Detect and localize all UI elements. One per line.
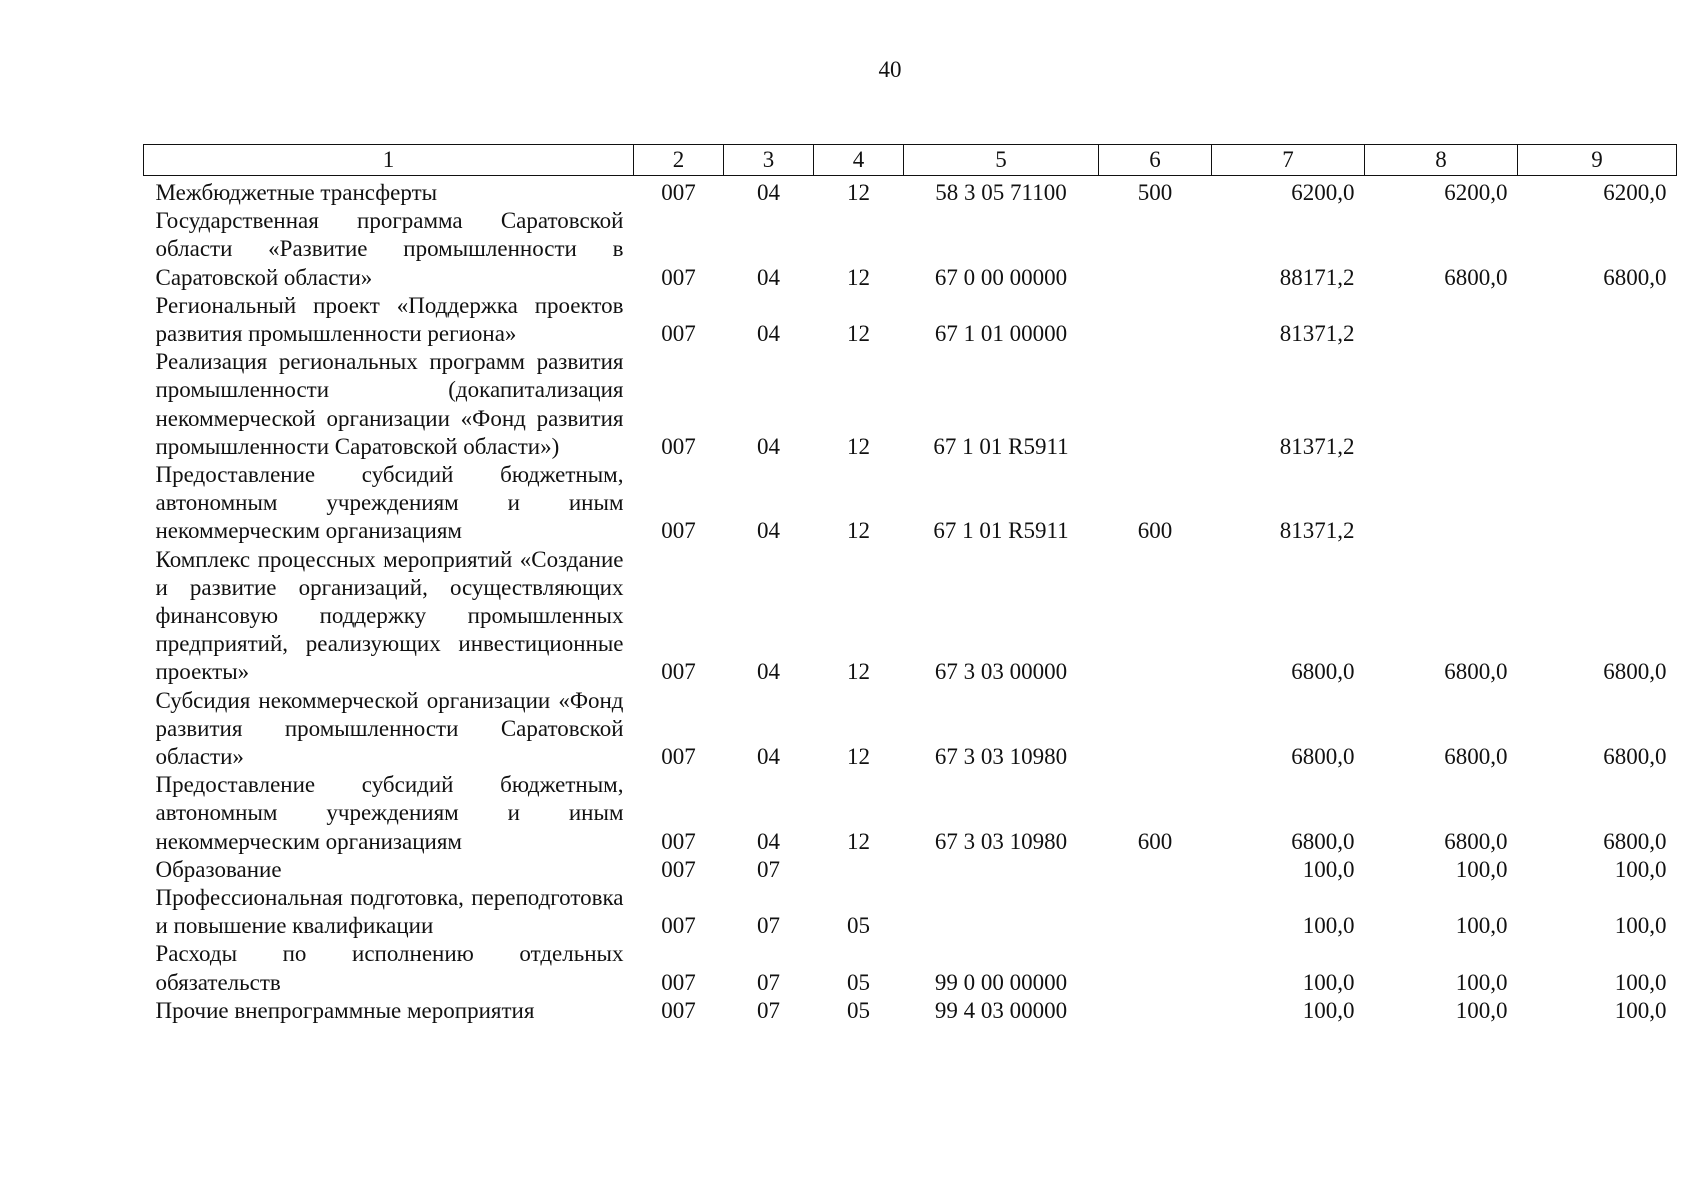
cell-col-6 — [1099, 348, 1212, 461]
cell-col-9: 6800,0 — [1603, 659, 1667, 685]
row-description: Государственная программа Саратовской области «Развитие промышленности в Саратовской области» — [155, 208, 624, 290]
cell-col-9 — [1518, 461, 1677, 546]
cell-col-4: 12 — [847, 828, 870, 854]
cell-col-7: 100,0 — [1302, 997, 1355, 1023]
cell-col-7: 81371,2 — [1279, 321, 1355, 347]
cell-col-6: 600 — [1137, 518, 1173, 544]
table-row — [144, 207, 1677, 292]
cell-col-5: 67 3 03 10980 — [934, 744, 1068, 770]
cell-col-9: 6800,0 — [1603, 828, 1667, 854]
row-description: Расходы по исполнению отдельных обязательств — [155, 941, 624, 995]
table-body — [144, 176, 1677, 1026]
cell-col-5: 67 1 01 R5911 — [933, 518, 1069, 544]
cell-col-7: 88171,2 — [1279, 264, 1355, 290]
cell-col-4 — [814, 856, 904, 884]
cell-col-7: 6800,0 — [1291, 659, 1355, 685]
cell-col-8: 100,0 — [1455, 856, 1508, 882]
cell-col-5: 99 0 00 00000 — [934, 969, 1068, 995]
cell-col-2: 007 — [661, 744, 696, 770]
table-row — [144, 940, 1677, 996]
cell-col-3: 07 — [757, 913, 780, 939]
column-header-6: 6 — [1099, 145, 1212, 176]
cell-col-6 — [1099, 884, 1212, 940]
row-description: Профессиональная подготовка, переподготовка и повышение квалификации — [155, 885, 624, 939]
cell-col-5 — [904, 884, 1099, 940]
cell-col-8: 6200,0 — [1444, 180, 1508, 205]
cell-col-7: 6200,0 — [1291, 180, 1355, 205]
table-row — [144, 176, 1677, 208]
row-description: Комплекс процессных мероприятий «Создание и развитие организаций, осуществляющих финансовую поддержку промышленных предприятий, реализующих инвестиционные проекты» — [155, 546, 624, 685]
cell-col-3: 04 — [757, 518, 780, 544]
cell-col-4: 05 — [847, 997, 870, 1023]
cell-col-2: 007 — [661, 969, 696, 995]
cell-col-8: 6800,0 — [1444, 828, 1508, 854]
cell-col-3: 07 — [757, 856, 780, 882]
column-header-5: 5 — [904, 145, 1099, 176]
cell-col-8: 100,0 — [1455, 969, 1508, 995]
cell-col-6 — [1099, 997, 1212, 1025]
cell-col-3: 04 — [757, 433, 780, 459]
cell-col-5: 67 3 03 10980 — [934, 828, 1068, 854]
column-header-7: 7 — [1212, 145, 1365, 176]
cell-col-4: 12 — [847, 659, 870, 685]
table-row — [144, 348, 1677, 461]
cell-col-2: 007 — [661, 264, 696, 290]
cell-col-4: 05 — [847, 913, 870, 939]
cell-col-3: 04 — [757, 264, 780, 290]
cell-col-5: 67 3 03 00000 — [934, 659, 1068, 685]
cell-col-3: 07 — [757, 969, 780, 995]
cell-col-7: 100,0 — [1302, 913, 1355, 939]
cell-col-9: 6800,0 — [1603, 264, 1667, 290]
cell-col-3: 04 — [757, 744, 780, 770]
budget-table — [143, 144, 1677, 1025]
cell-col-4: 12 — [847, 321, 870, 347]
cell-col-9: 100,0 — [1614, 913, 1667, 939]
cell-col-2: 007 — [661, 180, 696, 205]
row-description: Межбюджетные трансферты — [155, 180, 438, 205]
cell-col-2: 007 — [661, 997, 696, 1023]
cell-col-9: 6800,0 — [1603, 744, 1667, 770]
column-header-3: 3 — [724, 145, 814, 176]
cell-col-5 — [904, 856, 1099, 884]
column-header-4: 4 — [814, 145, 904, 176]
cell-col-6 — [1099, 207, 1212, 292]
cell-col-7: 100,0 — [1302, 856, 1355, 882]
cell-col-6 — [1099, 856, 1212, 884]
row-description: Субсидия некоммерческой организации «Фонд развития промышленности Саратовской области» — [155, 687, 624, 770]
cell-col-6 — [1099, 292, 1212, 348]
cell-col-8: 100,0 — [1455, 913, 1508, 939]
column-header-8: 8 — [1365, 145, 1518, 176]
cell-col-5: 58 3 05 71100 — [935, 180, 1067, 205]
cell-col-6 — [1099, 546, 1212, 687]
row-description: Региональный проект «Поддержка проектов развития промышленности региона» — [155, 292, 624, 347]
cell-col-8: 6800,0 — [1444, 659, 1508, 685]
cell-col-9: 100,0 — [1614, 969, 1667, 995]
table-row — [144, 461, 1677, 546]
row-description: Предоставление субсидий бюджетным, автономным учреждениям и иным некоммерческим организациям — [155, 462, 624, 544]
cell-col-3: 04 — [757, 659, 780, 685]
column-header-1: 1 — [144, 145, 634, 176]
cell-col-4: 12 — [847, 744, 870, 770]
cell-col-2: 007 — [661, 856, 696, 882]
cell-col-7: 81371,2 — [1279, 518, 1355, 544]
cell-col-6: 500 — [1137, 180, 1173, 205]
cell-col-2: 007 — [661, 828, 696, 854]
cell-col-2: 007 — [661, 433, 696, 459]
cell-col-4: 12 — [847, 180, 870, 205]
cell-col-4: 12 — [847, 518, 870, 544]
table-row — [144, 997, 1677, 1025]
table-row — [144, 687, 1677, 772]
cell-col-3: 04 — [757, 321, 780, 347]
cell-col-6 — [1099, 940, 1212, 996]
cell-col-8 — [1365, 461, 1518, 546]
table-row — [144, 292, 1677, 348]
table-header — [144, 145, 1677, 176]
table-row — [144, 771, 1677, 856]
cell-col-8: 6800,0 — [1444, 744, 1508, 770]
row-description: Предоставление субсидий бюджетным, автономным учреждениям и иным некоммерческим организациям — [155, 772, 624, 854]
cell-col-9: 100,0 — [1614, 856, 1667, 882]
cell-col-2: 007 — [661, 518, 696, 544]
cell-col-5: 67 1 01 00000 — [934, 321, 1068, 347]
cell-col-8 — [1365, 348, 1518, 461]
cell-col-2: 007 — [661, 913, 696, 939]
row-description: Реализация региональных программ развития промышленности (докапитализация некоммерческой организации «Фонд развития промышленности Саратовской области») — [155, 349, 624, 459]
page-number: 40 — [878, 57, 902, 82]
cell-col-5: 99 4 03 00000 — [934, 997, 1068, 1023]
column-header-9: 9 — [1518, 145, 1677, 176]
column-header-2: 2 — [634, 145, 724, 176]
header-row — [144, 145, 1677, 176]
cell-col-6 — [1099, 687, 1212, 772]
cell-col-4: 12 — [847, 264, 870, 290]
cell-col-2: 007 — [661, 659, 696, 685]
cell-col-3: 04 — [757, 180, 780, 205]
cell-col-3: 07 — [757, 997, 780, 1023]
table-row — [144, 546, 1677, 687]
cell-col-7: 100,0 — [1302, 969, 1355, 995]
row-description: Прочие внепрограммные мероприятия — [155, 997, 535, 1023]
cell-col-9 — [1518, 292, 1677, 348]
cell-col-8: 100,0 — [1455, 997, 1508, 1023]
cell-col-3: 04 — [757, 828, 780, 854]
cell-col-9: 100,0 — [1614, 997, 1667, 1023]
cell-col-9: 6200,0 — [1603, 180, 1667, 205]
cell-col-4: 12 — [847, 433, 870, 459]
table-row — [144, 856, 1677, 884]
cell-col-8 — [1365, 292, 1518, 348]
cell-col-2: 007 — [661, 321, 696, 347]
row-description: Образование — [155, 856, 282, 882]
cell-col-7: 81371,2 — [1279, 433, 1355, 459]
cell-col-4: 05 — [847, 969, 870, 995]
cell-col-9 — [1518, 348, 1677, 461]
cell-col-8: 6800,0 — [1444, 264, 1508, 290]
cell-col-5: 67 0 00 00000 — [934, 264, 1068, 290]
cell-col-7: 6800,0 — [1291, 744, 1355, 770]
cell-col-7: 6800,0 — [1291, 828, 1355, 854]
table-row — [144, 884, 1677, 940]
cell-col-5: 67 1 01 R5911 — [933, 433, 1069, 459]
cell-col-6: 600 — [1137, 828, 1173, 854]
